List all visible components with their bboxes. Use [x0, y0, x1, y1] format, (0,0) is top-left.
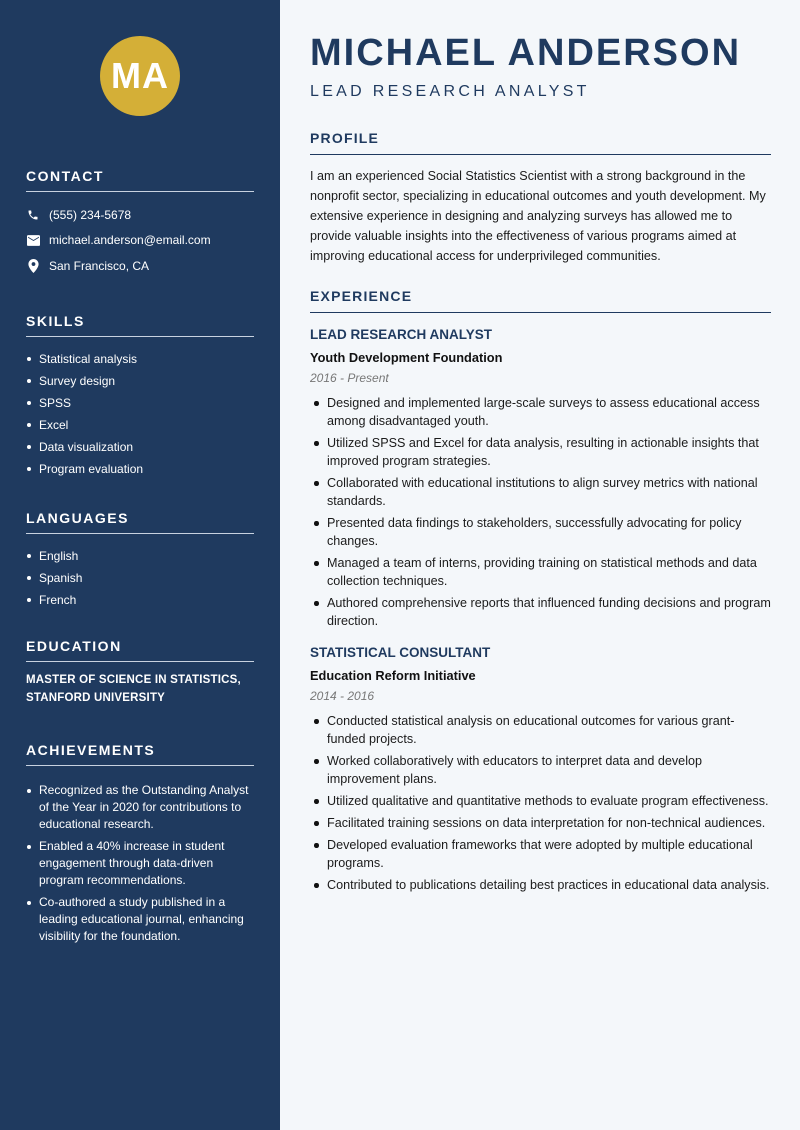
job-bullet: Facilitated training sessions on data interpretation for non-technical audiences.: [310, 814, 771, 832]
achievement-item: Enabled a 40% increase in student engagement through data-driven program recommendations.: [26, 838, 254, 889]
achievements-list: [26, 782, 254, 945]
job-bullet: Developed evaluation frameworks that were adopted by multiple educational programs.: [310, 836, 771, 872]
skill-item: SPSS: [26, 392, 254, 414]
language-item: French: [26, 589, 254, 611]
education-section: [26, 638, 254, 707]
job-bullet: Conducted statistical analysis on educational outcomes for various grant-funded projects.: [310, 712, 771, 748]
contact-location-text: San Francisco, CA: [49, 258, 150, 273]
contact-email: [26, 228, 254, 254]
job-bullet: Utilized SPSS and Excel for data analysis, resulting in actionable insights that improved program strategies.: [310, 434, 771, 470]
skill-item: Survey design: [26, 370, 254, 392]
experience-section: [310, 288, 771, 894]
language-item: Spanish: [26, 567, 254, 589]
skills-heading: SKILLS: [26, 313, 254, 337]
job-bullets: [310, 394, 771, 630]
achievements-section: [26, 742, 254, 945]
job-entry: [310, 326, 771, 630]
experience-heading: EXPERIENCE: [310, 288, 771, 313]
main-content: [310, 30, 771, 898]
education-degree: MASTER OF SCIENCE IN STATISTICS, STANFORD UNIVERSITY: [26, 673, 241, 704]
achievement-item: Co-authored a study published in a leading educational journal, enhancing visibility for the foundation.: [26, 894, 254, 945]
job-bullet: Managed a team of interns, providing training on statistical methods and data collection techniques.: [310, 554, 771, 590]
contact-email-text: michael.anderson@email.com: [49, 233, 211, 248]
job-entry: [310, 644, 771, 894]
profile-heading: PROFILE: [310, 130, 771, 155]
contact-section: [26, 168, 254, 279]
education-heading: EDUCATION: [26, 638, 254, 662]
avatar: MA: [100, 36, 180, 116]
email-icon: [26, 233, 40, 247]
contact-location: [26, 253, 254, 279]
candidate-title: LEAD RESEARCH ANALYST: [310, 83, 590, 100]
skill-item: Statistical analysis: [26, 348, 254, 370]
skill-item: Excel: [26, 414, 254, 436]
contact-phone-text: (555) 234-5678: [49, 207, 132, 222]
contact-phone: [26, 202, 254, 228]
candidate-name: MICHAEL ANDERSON: [310, 32, 742, 74]
job-title: LEAD RESEARCH ANALYST: [310, 327, 493, 342]
job-bullet: Presented data findings to stakeholders, successfully advocating for policy changes.: [310, 514, 771, 550]
job-company: Education Reform Initiative: [310, 668, 476, 683]
job-dates: 2016 - Present: [310, 371, 389, 385]
job-company: Youth Development Foundation: [310, 350, 503, 365]
job-dates: 2014 - 2016: [310, 689, 375, 703]
job-bullets: [310, 712, 771, 894]
skill-item: Data visualization: [26, 436, 254, 458]
profile-section: [310, 130, 771, 266]
languages-heading: LANGUAGES: [26, 510, 254, 534]
skills-section: [26, 313, 254, 480]
location-pin-icon: [26, 259, 40, 273]
job-bullet: Collaborated with educational institutions to align survey metrics with national standards.: [310, 474, 771, 510]
job-bullet: Worked collaboratively with educators to interpret data and develop improvement plans.: [310, 752, 771, 788]
contact-list: [26, 202, 254, 279]
job-bullet: Authored comprehensive reports that influenced funding decisions and program direction.: [310, 594, 771, 630]
phone-icon: [26, 208, 40, 222]
contact-heading: CONTACT: [26, 168, 254, 192]
languages-list: [26, 545, 254, 611]
profile-text: I am an experienced Social Statistics Scientist with a strong background in the nonprofit sector, specializing in educational outcomes and youth development. My extensive experience in designing and analyzing surveys has allowed me to provide valuable insights into the effectiveness of various programs aimed at improving educational access for underprivileged communities.: [310, 169, 766, 263]
job-bullet: Utilized qualitative and quantitative methods to evaluate program effectiveness.: [310, 792, 771, 810]
skills-list: [26, 348, 254, 480]
skill-item: Program evaluation: [26, 458, 254, 480]
job-bullet: Designed and implemented large-scale surveys to assess educational access among disadvantaged youth.: [310, 394, 771, 430]
job-bullet: Contributed to publications detailing best practices in educational data analysis.: [310, 876, 771, 894]
language-item: English: [26, 545, 254, 567]
languages-section: [26, 510, 254, 611]
sidebar: [0, 0, 280, 1130]
job-title: STATISTICAL CONSULTANT: [310, 645, 491, 660]
achievements-heading: ACHIEVEMENTS: [26, 742, 254, 766]
achievement-item: Recognized as the Outstanding Analyst of the Year in 2020 for contributions to educational research.: [26, 782, 254, 833]
